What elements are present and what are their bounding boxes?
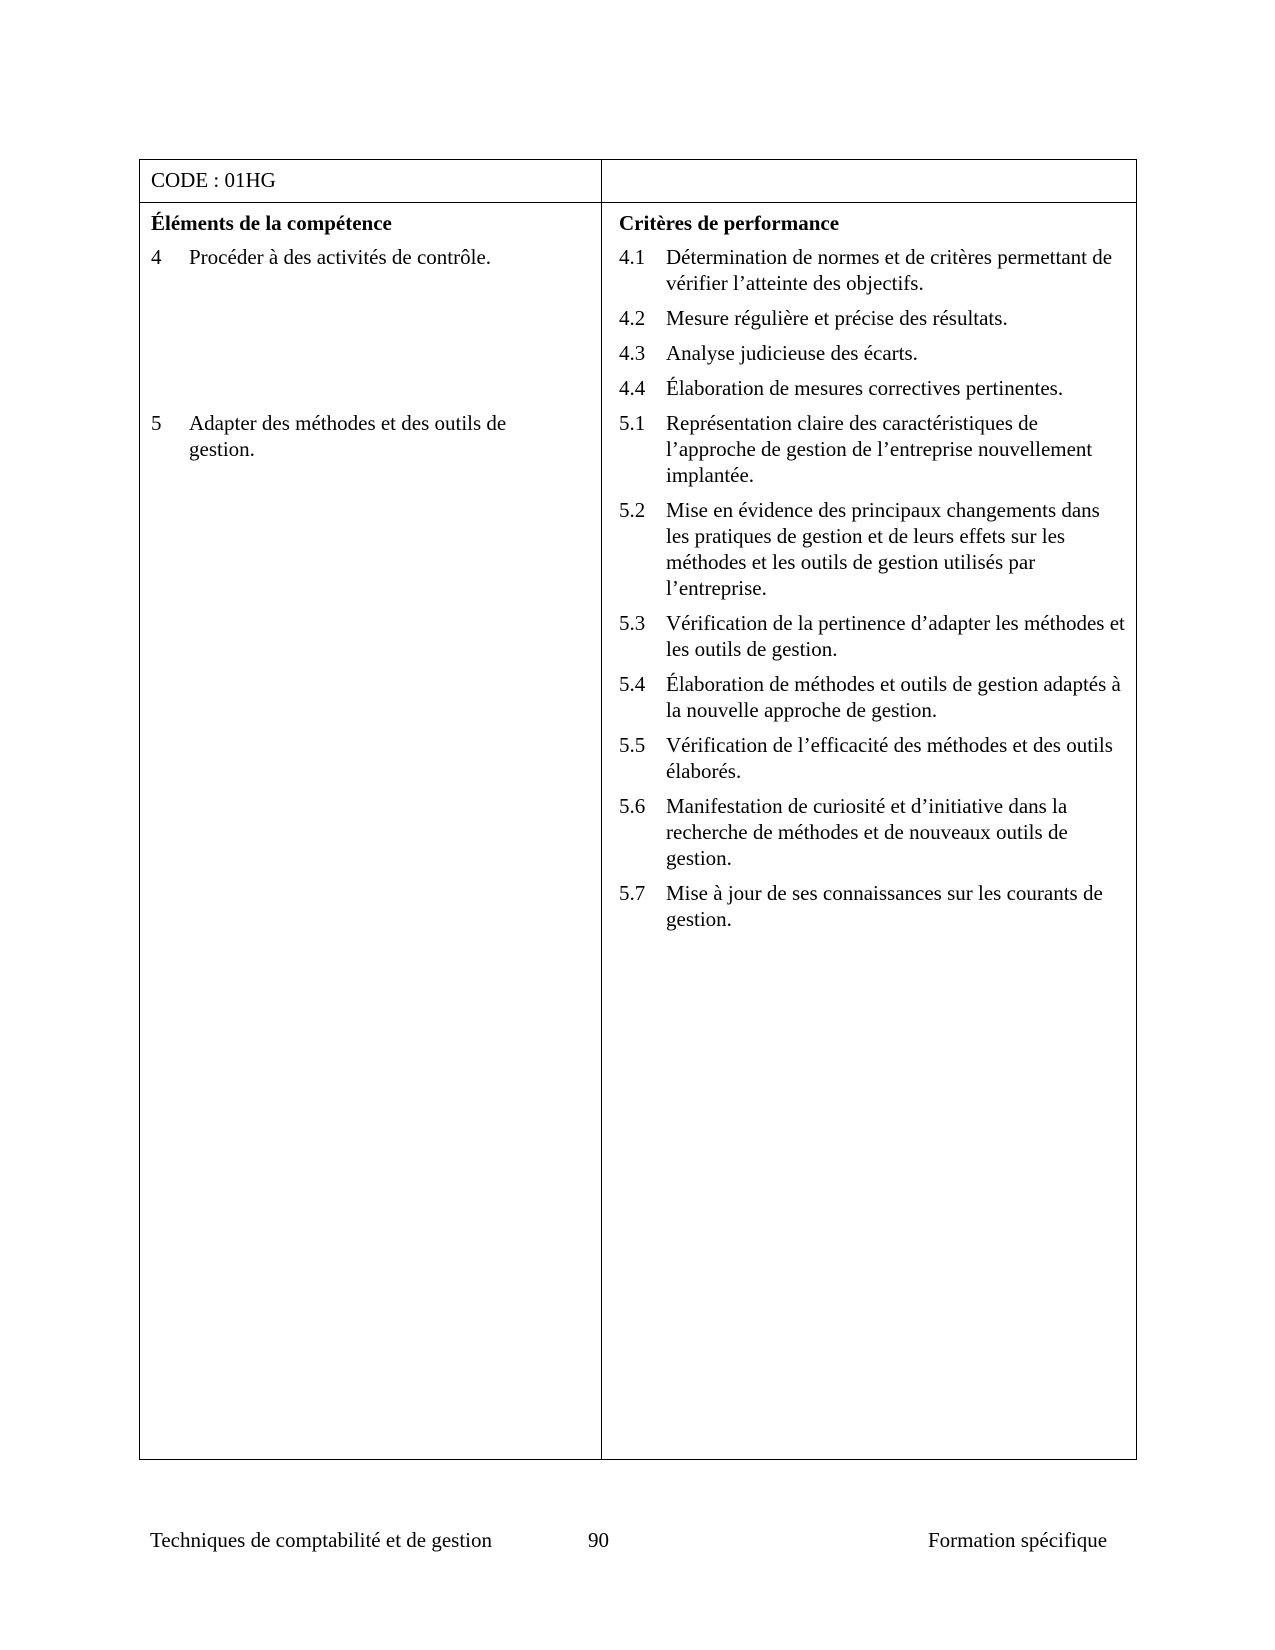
footer-program-title: Techniques de comptabilité et de gestion (150, 1528, 493, 1552)
element-text: Procéder à des activités de contrôle. (189, 245, 492, 269)
criterion-number: 5.6 (619, 794, 646, 818)
criterion-number: 5.3 (619, 611, 646, 635)
code-label: CODE : 01HG (151, 168, 276, 192)
criterion-text: Élaboration de méthodes et outils de gestion adaptés à la nouvelle approche de gestion. (666, 672, 1121, 722)
competency-table (139, 159, 1137, 1460)
criterion-number: 5.5 (619, 733, 646, 757)
elements-header: Éléments de la compétence (151, 211, 392, 235)
criterion-number: 4.3 (619, 341, 646, 365)
page-number: 90 (588, 1528, 609, 1552)
criterion-text: Analyse judicieuse des écarts. (666, 341, 918, 365)
criterion-number: 5.4 (619, 672, 646, 696)
criterion-text: Représentation claire des caractéristiques de l’approche de gestion de l’entreprise nouvellement implantée. (666, 411, 1093, 487)
criterion-text: Vérification de la pertinence d’adapter les méthodes et les outils de gestion. (666, 611, 1125, 661)
footer-section: Formation spécifique (928, 1528, 1108, 1552)
criteria-header: Critères de performance (619, 211, 840, 235)
criterion-text: Manifestation de curiosité et d’initiative dans la recherche de méthodes et de nouveaux outils de gestion. (666, 794, 1068, 870)
criterion-text: Mise à jour de ses connaissances sur les courants de gestion. (666, 881, 1103, 931)
column-divider (601, 160, 602, 1459)
criterion-text: Mesure régulière et précise des résultats. (666, 306, 1008, 330)
criterion-text: Détermination de normes et de critères permettant de vérifier l’atteinte des objectifs. (666, 245, 1113, 295)
element-text: Adapter des méthodes et des outils de gestion. (189, 411, 507, 461)
criterion-number: 4.2 (619, 306, 646, 330)
criterion-number: 4.1 (619, 245, 646, 269)
criterion-number: 5.7 (619, 881, 646, 905)
criterion-text: Vérification de l’efficacité des méthodes et des outils élaborés. (666, 733, 1113, 783)
criterion-number: 5.2 (619, 498, 646, 522)
header-divider (140, 202, 1136, 203)
element-number: 4 (151, 245, 162, 269)
criterion-number: 5.1 (619, 411, 646, 435)
criterion-text: Élaboration de mesures correctives pertinentes. (666, 376, 1064, 400)
element-number: 5 (151, 411, 162, 435)
criterion-text: Mise en évidence des principaux changements dans les pratiques de gestion et de leurs effets sur les méthodes et les outils de gestion utilisés par l’entreprise. (666, 498, 1100, 600)
criterion-number: 4.4 (619, 376, 646, 400)
